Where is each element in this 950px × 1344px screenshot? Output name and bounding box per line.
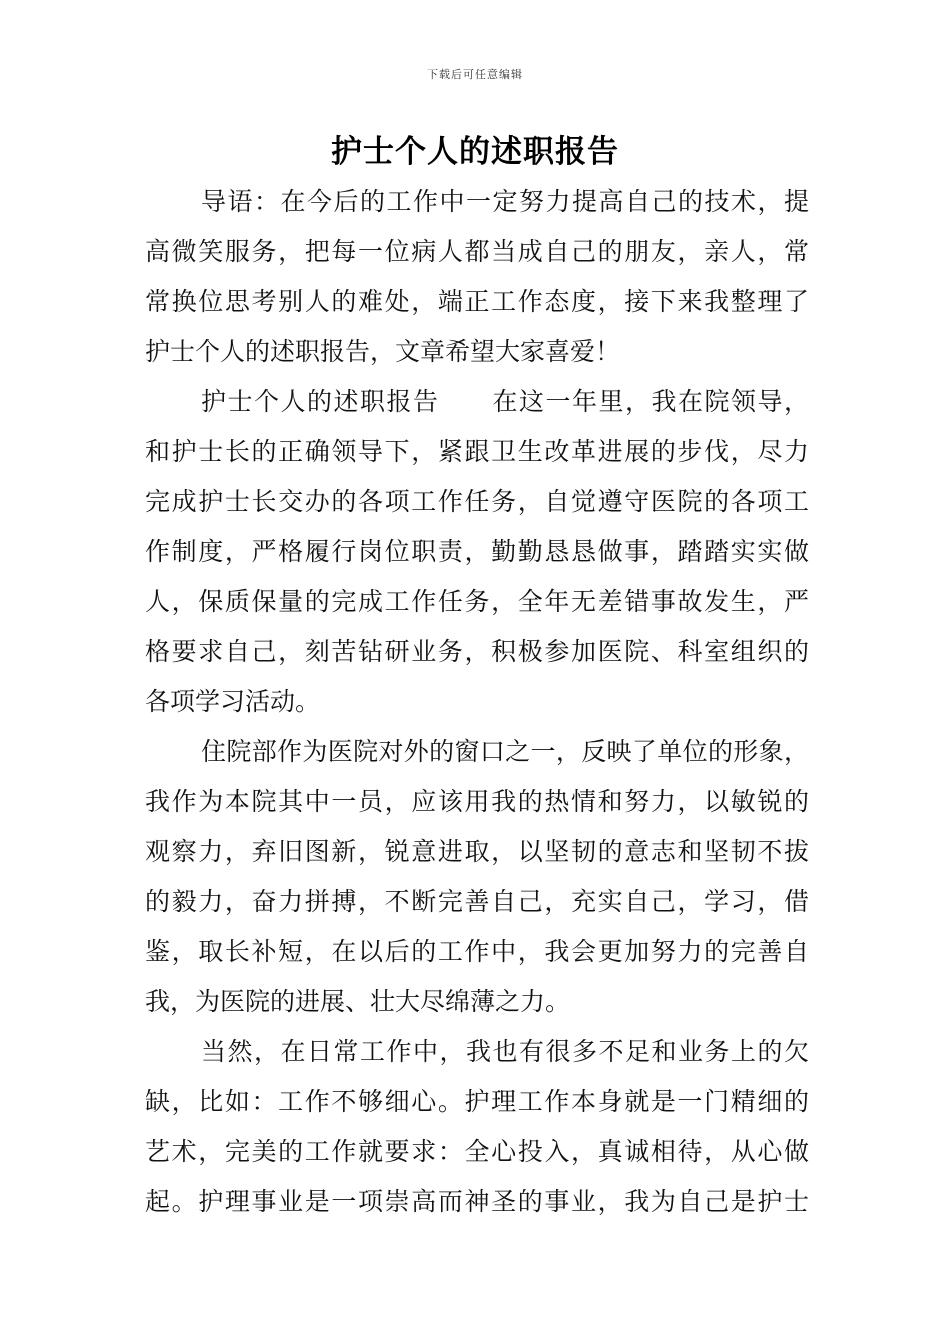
- paragraph-line: 起。护理事业是一项崇高而神圣的事业，我为自己是护士: [145, 1187, 809, 1216]
- paragraph-shortcomings: [145, 1027, 809, 1227]
- paragraph-review: [145, 377, 809, 727]
- paragraph-line: 观察力，弃旧图新，锐意进取，以坚韧的意志和坚韧不拔: [145, 837, 809, 866]
- paragraph-line: 常换位思考别人的难处，端正工作态度，接下来我整理了: [145, 287, 809, 316]
- paragraph-line: 的毅力，奋力拼搏，不断完善自己，充实自己，学习，借: [145, 887, 809, 916]
- paragraph-line: 完成护士长交办的各项工作任务，自觉遵守医院的各项工: [145, 487, 809, 516]
- document-title: 护士个人的述职报告: [331, 134, 619, 170]
- paragraph-line: 艺术，完美的工作就要求：全心投入，真诚相待，从心做: [145, 1137, 809, 1166]
- paragraph-line: 高微笑服务，把每一位病人都当成自己的朋友，亲人，常: [145, 237, 809, 266]
- document-body: [145, 177, 809, 1227]
- paragraph-line: 我，为医院的进展、壮大尽绵薄之力。: [145, 987, 571, 1016]
- paragraph-line: 人，保质保量的完成工作任务，全年无差错事故发生，严: [145, 587, 809, 616]
- paragraph-line: 各项学习活动。: [145, 687, 321, 716]
- paragraph-line: 我作为本院其中一员，应该用我的热情和努力，以敏锐的: [145, 787, 809, 816]
- paragraph-line: 格要求自己，刻苦钻研业务，积极参加医院、科室组织的: [145, 637, 809, 666]
- paragraph-line: 住院部作为医院对外的窗口之一，反映了单位的形象，: [201, 737, 809, 766]
- paragraph-line: 作制度，严格履行岗位职责，勤勤恳恳做事，踏踏实实做: [145, 537, 809, 566]
- paragraph-line: 护士个人的述职报告，文章希望大家喜爱！: [145, 337, 621, 366]
- header-note: 下载后可任意编辑: [427, 68, 523, 81]
- paragraph-line: 导语：在今后的工作中一定努力提高自己的技术，提: [201, 187, 809, 216]
- paragraph-line: 鉴，取长补短，在以后的工作中，我会更加努力的完善自: [145, 937, 809, 966]
- paragraph-line: 护士个人的述职报告 在这一年里，我在院领导，: [201, 387, 809, 416]
- paragraph-window: [145, 727, 809, 1027]
- paragraph-line: 缺，比如：工作不够细心。护理工作本身就是一门精细的: [145, 1087, 809, 1116]
- paragraph-intro: [145, 177, 809, 377]
- paragraph-line: 和护士长的正确领导下，紧跟卫生改革进展的步伐，尽力: [145, 437, 809, 466]
- paragraph-line: 当然，在日常工作中，我也有很多不足和业务上的欠: [201, 1037, 809, 1066]
